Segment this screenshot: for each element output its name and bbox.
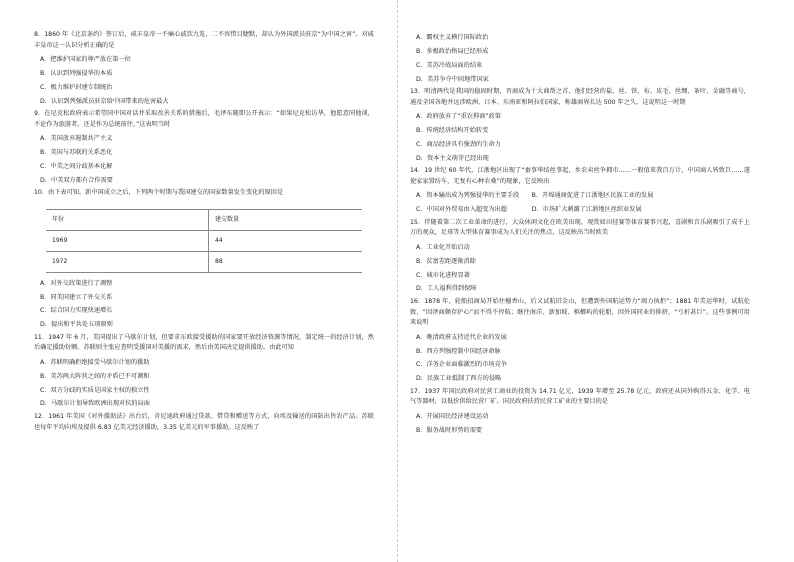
option-a: A．美国放弃遏制共产主义 — [40, 135, 113, 143]
option-a: A．苏联明确拒绝接受马歇尔计划的援助 — [40, 358, 150, 366]
option-d: D．中美双方都有合作需要 — [40, 176, 113, 184]
diplomacy-table — [46, 209, 362, 273]
left-column — [34, 30, 374, 433]
option-b: B．美苏两大阵营之间的矛盾已不可调和 — [40, 372, 150, 380]
option-a: A．把维护国家的尊严放在第一位 — [40, 56, 131, 64]
option-b: B．传统经济结构开始转变 — [416, 127, 489, 135]
option-d: D．工人福利得到保障 — [416, 285, 477, 293]
question-17 — [410, 387, 750, 437]
question-stem: 14．19 世纪 60 年代，江浙地区出现了“蚕事华结丝事起，乡农卖丝争拥市……一般值来我百万计，中国商人皆致巨……遂使家家置纺车，无复有心种农桑”的现象，它反映出 — [410, 167, 750, 185]
table-cell: 88 — [209, 251, 363, 272]
option-d: D．认识到列强派员驻京给中国带来的危害最大 — [40, 97, 169, 105]
option-b: B．同美国建立了外交关系 — [40, 293, 113, 301]
table-cell: 1969 — [46, 230, 209, 251]
question-15 — [410, 218, 750, 295]
table-row — [46, 230, 362, 251]
option-d: D．资本主义萌芽已经出现 — [416, 154, 489, 162]
option-c: C．美苏冷战局面的结束 — [416, 61, 483, 69]
option-b: B．美国与苏联的关系恶化 — [40, 149, 113, 157]
question-10 — [34, 188, 374, 331]
question-8 — [34, 30, 374, 107]
option-ab: A．资本输出成为列强侵华的主要手段 B．开埠通商促进了江浙地区民族工业的发展 — [416, 192, 654, 200]
option-a: A．晚清政府支持近代企业的发展 — [416, 333, 507, 341]
option-cd: C．中国对外贸易由入超变为出超 D．市场扩大刺激了江浙地区丝织业发展 — [416, 206, 642, 214]
option-c: C．极力维护封建专制统治 — [40, 83, 113, 91]
question-stem: 8．1860 年《北京条约》签订后，咸丰皇帝一不痛心戚饮九览，二不容惜目睫默，却认为外国派员驻京“为中国之害”。对咸丰皇帝这一认识分析正确的是 — [34, 31, 374, 49]
option-a: A．对外交政策进行了调整 — [40, 279, 113, 287]
option-c: C．双方分歧的实质是国家主权的独立性 — [40, 386, 150, 394]
option-c: C．综合国力实现快速增长 — [40, 307, 113, 315]
option-d: D．马歇尔计划导致欧洲出现对抗的局面 — [40, 400, 150, 408]
option-a: A．政府放弃了“重农抑商”政策 — [416, 113, 501, 121]
question-stem: 15．伴随着第二次工业革命的进行，大众休闲文化在欧美出现，观赏如田径赛等体育赛事兴起，喜剧和音乐剧吸引了成千上万的观众，足球等大型体育赛事成为人们关注的焦点，这反映出当时欧美 — [410, 218, 750, 237]
question-stem: 10．由下表可知，新中国成立之后，下列两个时期与我国建交的国家数量发生变化的原因是 — [34, 189, 284, 197]
question-14 — [410, 166, 750, 216]
option-a: A．开展国民经济建设运动 — [416, 412, 489, 420]
option-b: B．西方列强控制中国经济命脉 — [416, 347, 501, 355]
option-c: C．洋务企业面临激烈的市场竞争 — [416, 361, 507, 369]
question-13 — [410, 87, 750, 164]
question-stem: 12．1961 年美国《对外援助法》出台后，肯尼迪政府通过贷款、借贷和赠送等方式，向埃及输送的国防出售农产品。苏联也每年平均向埃及提供 6.83 亿美元经济援助，3.35 亿美元的军事援助。这反映了 — [34, 412, 374, 431]
table-cell: 44 — [209, 230, 363, 251]
table-row — [46, 251, 362, 272]
table-header-cell: 年份 — [46, 209, 209, 230]
question-9 — [34, 109, 374, 186]
question-12 — [34, 412, 374, 433]
option-b: B．服务战时形势的需要 — [416, 426, 483, 434]
option-a: A．工业化开始启动 — [416, 244, 470, 251]
page-fold-line — [397, 0, 398, 562]
question-stem: 9．在尼克松政府表示希望同中国对话并采取改善关系的措施后，毛泽东随即公开表示：“如果尼克松访华，他愿意同他谈，不论作为旅游者，还是作为总统前往。”这表明当时 — [34, 110, 374, 128]
question-12-options — [410, 33, 750, 85]
option-c: C．商品经济具有强劲的生命力 — [416, 140, 501, 148]
option-d: D．提出和平共处五项原则 — [40, 321, 113, 329]
option-b: B．认识到列强侵华的本质 — [40, 69, 113, 77]
question-stem: 16．1878 年，轮船招商局开始往檀香山，后又试航旧金山，但遭到外国航运势力“竭力执拒”；1881 年美运华时，试航伦敦，“因泽商颇存护心”而不得不停航；继往南洋、新加坡、槟榔屿的轮船，因外国同业的排挤，“亏折甚巨”。这些事例可用来说明 — [410, 297, 750, 327]
table-header-cell: 建交数量 — [209, 209, 363, 230]
option-c: C．城市化进程显著 — [416, 271, 470, 279]
option-d: D．美苏争夺中间地带国家 — [416, 75, 489, 83]
table-cell: 1972 — [46, 251, 209, 272]
option-d: D．民族工业抵制了西方的侵略 — [416, 375, 502, 383]
option-a: A．霸权主义横行国际政治 — [416, 34, 489, 42]
option-b: B．多极政治格局已经形成 — [416, 47, 489, 55]
question-stem: 11．1947 年 6 月，美国提出了马歇尔计划，但要求东欧接受援助的国家要开放经济资源等情况，制定统一的经济计划，然后确定援助份额。苏联则主张应查明受援国对美援的需求，然后由美国决定提供援助。由此可知 — [34, 333, 374, 352]
question-stem: 13．明清两代是我国的稳固时期，晋商成为十大商帮之首，他们经营的盐、丝、铁、布、皮毛、丝绸、茶叶、金融等商号，通及全国各地并远涉欧洲、日本、东南亚和阿拉伯国家，称雄商界长达 500 年之久。这说明这一时期 — [410, 88, 750, 106]
question-stem: 17．1937 年国民政府对民营工商业的投资为 14.71 亿元，1939 年增至 25.78 亿元，政府还从国外购得五金、化学、电气等器材，以低价供给民营厂矿。国民政府扶持民营工矿业的主要目的是 — [410, 387, 750, 406]
right-column — [410, 30, 750, 436]
table-header-row — [46, 209, 362, 230]
question-16 — [410, 297, 750, 385]
option-b: B．贫富差距逐渐消除 — [416, 257, 476, 265]
option-c: C．中美之间分歧基本化解 — [40, 162, 113, 170]
question-11 — [34, 333, 374, 410]
